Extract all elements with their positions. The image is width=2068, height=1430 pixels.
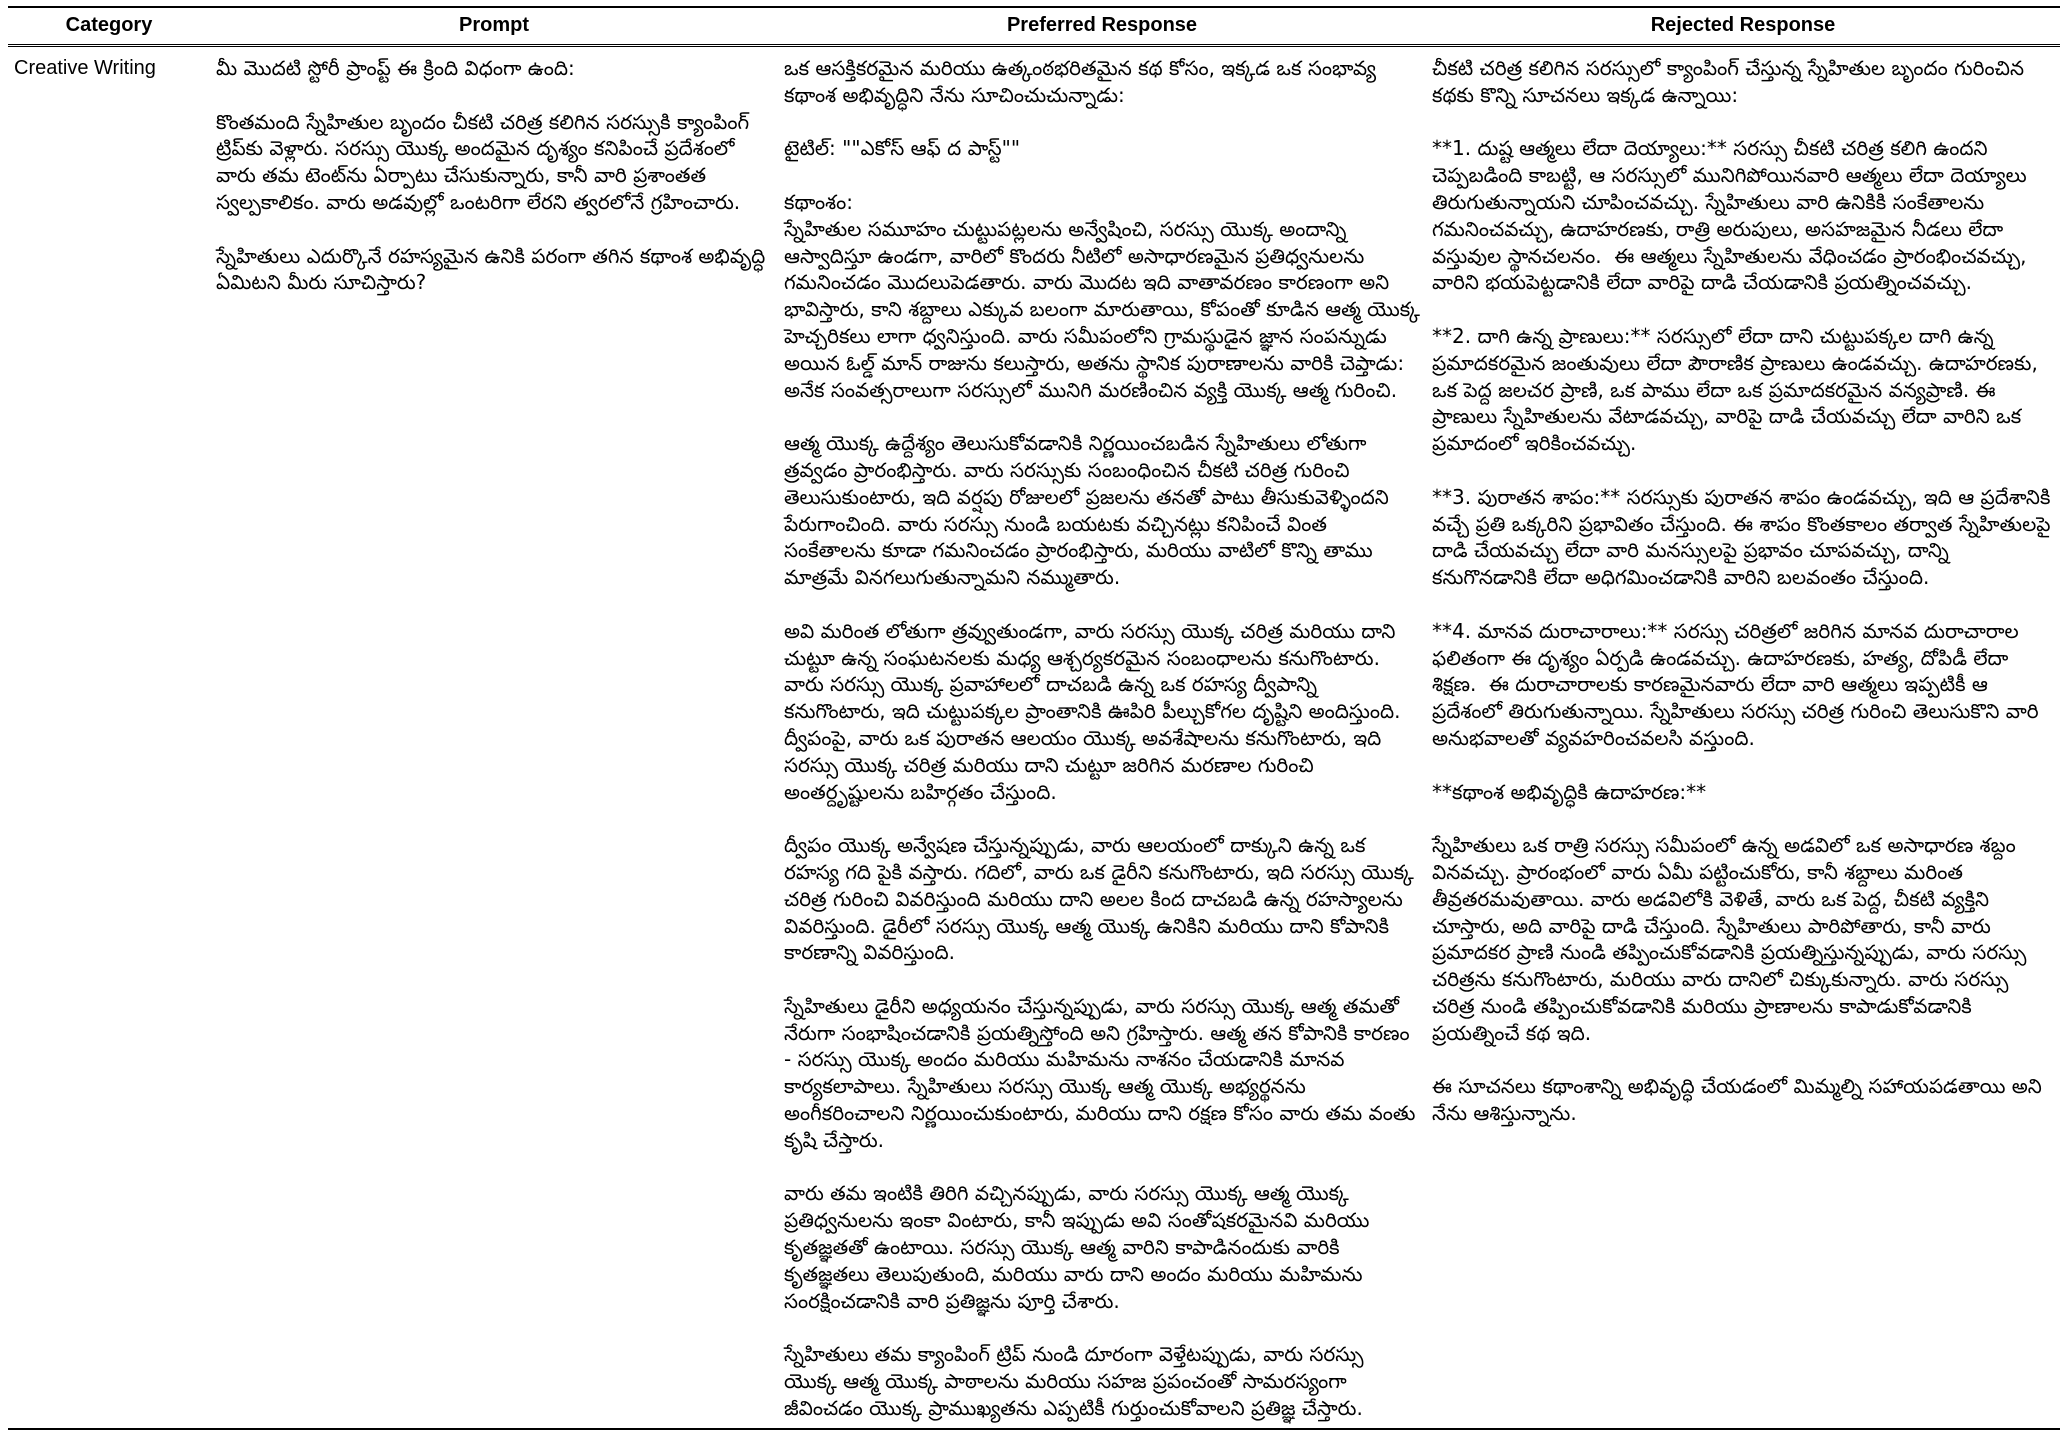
table-bottom-rule — [8, 1428, 2060, 1430]
table-row — [8, 46, 2060, 1426]
header-rejected-response: Rejected Response — [1426, 7, 2060, 46]
header-preferred-response: Preferred Response — [778, 7, 1426, 46]
cell-prompt: మీ మొదటి స్టోరీ ప్రాంప్ట్ ఈ క్రింది విధంగా ఉంది: కొంతమంది స్నేహితుల బృందం చీకటి చరిత్ర కలిగిన సరస్సుకి క్యాంపింగ్ ట్రిప్‌కు వెళ్లారు. సరస్సు యొక్క అందమైన దృశ్యం కనిపించే ప్రదేశంలో వారు తమ టెంట్‌ను ఏర్పాటు చేసుకున్నారు, కానీ వారి ప్రశాంతత స్వల్పకాలికం. వారు అడవుల్లో ఒంటరిగా లేరని త్వరలోనే గ్రహించారు. స్నేహితులు ఎదుర్కొనే రహస్యమైన ఉనికి పరంగా తగిన కథాంశ అభివృద్ధి ఏమిటని మీరు సూచిస్తారు? — [216, 56, 766, 295]
table-header — [8, 7, 2060, 46]
header-category: Category — [8, 7, 210, 46]
cell-category: Creative Writing — [14, 57, 156, 79]
comparison-table-container — [8, 6, 2060, 1430]
header-prompt: Prompt — [210, 7, 778, 46]
comparison-table — [8, 6, 2060, 1426]
cell-rejected-response: చీకటి చరిత్ర కలిగిన సరస్సులో క్యాంపింగ్ చేస్తున్న స్నేహితుల బృందం గురించిన కథకు కొన్ని సూచనలు ఇక్కడ ఉన్నాయి: **1. దుష్ట ఆత్మలు లేదా దెయ్యాలు:** సరస్సు చీకటి చరిత్ర కలిగి ఉందని చెప్పబడింది కాబట్టి, ఆ సరస్సులో మునిగిపోయినవారి ఆత్మలు లేదా దెయ్యాలు తిరుగుతున్నాయని చూపించవచ్చు. స్నేహితులు వారి ఉనికికి సంకేతాలను గమనించవచ్చు, ఉదాహరణకు, రాత్రి అరుపులు, అసహజమైన నీడలు లేదా వస్తువుల స్థానచలనం. ఈ ఆత్మలు స్నేహితులను వేధించడం ప్రారంభించవచ్చు, వారిని భయపెట్టడానికి లేదా వారిపై దాడి చేయడానికి ప్రయత్నించవచ్చు. **2. దాగి ఉన్న ప్రాణులు:** సరస్సులో లేదా దాని చుట్టుపక్కల దాగి ఉన్న ప్రమాదకరమైన జంతువులు లేదా పౌరాణిక ప్రాణులు ఉండవచ్చు. ఉదాహరణకు, ఒక పెద్ద జలచర ప్రాణి, ఒక పాము లేదా ఒక ప్రమాదకరమైన వన్యప్రాణి. ఈ ప్రాణులు స్నేహితులను వేటాడవచ్చు, వారిపై దాడి చేయవచ్చు లేదా వారిని ఒక ప్రమాదంలో ఇరికించవచ్చు. **3. పురాతన శాపం:** సరస్సుకు పురాతన శాపం ఉండవచ్చు, ఇది ఆ ప్రదేశానికి వచ్చే ప్రతి ఒక్కరిని ప్రభావితం చేస్తుంది. ఈ శాపం కొంతకాలం తర్వాత స్నేహితులపై దాడి చేయవచ్చు లేదా వారి మనస్సులపై ప్రభావం చూపవచ్చు, దాన్ని కనుగొనడానికి లేదా అధిగమించడానికి వారిని బలవంతం చేస్తుంది. **4. మానవ దురాచారాలు:** సరస్సు చరిత్రలో జరిగిన మానవ దురాచారాల ఫలితంగా ఈ దృశ్యం ఏర్పడి ఉండవచ్చు. ఉదాహరణకు, హత్య, దోపిడీ లేదా శిక్షణ. ఈ దురాచారాలకు కారణమైనవారు లేదా వారి ఆత్మలు ఇప్పటికీ ఆ ప్రదేశంలో తిరుగుతున్నాయి. స్నేహితులు సరస్సు చరిత్ర గురించి తెలుసుకొని వారి అనుభవాలతో వ్యవహరించవలసి వస్తుంది. **కథాంశ అభివృద్ధికి ఉదాహరణ:** స్నేహితులు ఒక రాత్రి సరస్సు సమీపంలో ఉన్న అడవిలో ఒక అసాధారణ శబ్దం వినవచ్చు. ప్రారంభంలో వారు ఏమీ పట్టించుకోరు, కానీ శబ్దాలు మరింత తీవ్రతరమవుతాయి. వారు అడవిలోకి వెళితే, వారు ఒక పెద్ద, చీకటి వ్యక్తిని చూస్తారు, అది వారిపై దాడి చేస్తుంది. స్నేహితులు పారిపోతారు, కానీ వారు ప్రమాదకర ప్రాణి నుండి తప్పించుకోవడానికి ప్రయత్నిస్తున్నప్పుడు, వారు సరస్సు చరిత్రను కనుగొంటారు, మరియు వారు దానిలో చిక్కుకున్నారు. వారు సరస్సు చరిత్ర నుండి తప్పించుకోవడానికి మరియు ప్రాణాలను కాపాడుకోవడానికి ప్రయత్నించే కథ ఇది. ఈ సూచనలు కథాంశాన్ని అభివృద్ధి చేయడంలో మిమ్మల్ని సహాయపడతాయి అని నేను ఆశిస్తున్నాను. — [1432, 56, 2051, 1126]
cell-preferred-response: ఒక ఆసక్తికరమైన మరియు ఉత్కంఠభరితమైన కథ కోసం, ఇక్కడ ఒక సంభావ్య కథాంశ అభివృద్ధిని నేను సూచించుచున్నాడు: టైటిల్: ""ఎకోస్ ఆఫ్ ద పాస్ట్"" కథాంశం: స్నేహితుల సమూహం చుట్టుపట్లలను అన్వేషించి, సరస్సు యొక్క అందాన్ని ఆస్వాదిస్తూ ఉండగా, వారిలో కొందరు నీటిలో అసాధారణమైన ప్రతిధ్వనులను గమనించడం మొదలుపెడతారు. వారు మొదట ఇది వాతావరణం కారణంగా అని భావిస్తారు, కాని శబ్దాలు ఎక్కువ బలంగా మారుతాయి, కోపంతో కూడిన ఆత్మ యొక్క హెచ్చరికలు లాగా ధ్వనిస్తుంది. వారు సమీపంలోని గ్రామస్థుడైన జ్ఞాన సంపన్నుడు అయిన ఓల్డ్ మాన్ రాజును కలుస్తారు, అతను స్థానిక పురాణాలను వారికి చెప్తాడు: అనేక సంవత్సరాలుగా సరస్సులో మునిగి మరణించిన వ్యక్తి యొక్క ఆత్మ గురించి. ఆత్మ యొక్క ఉద్దేశ్యం తెలుసుకోవడానికి నిర్ణయించబడిన స్నేహితులు లోతుగా త్రవ్వడం ప్రారంభిస్తారు. వారు సరస్సుకు సంబంధించిన చీకటి చరిత్ర గురించి తెలుసుకుంటారు, ఇది వర్షపు రోజులలో ప్రజలను తనతో పాటు తీసుకువెళ్ళిందని పేరుగాంచింది. వారు సరస్సు నుండి బయటకు వచ్చినట్లు కనిపించే వింత సంకేతాలను కూడా గమనించడం ప్రారంభిస్తారు, మరియు వాటిలో కొన్ని తాము మాత్రమే వినగలుగుతున్నామని నమ్ముతారు. అవి మరింత లోతుగా త్రవ్వుతుండగా, వారు సరస్సు యొక్క చరిత్ర మరియు దాని చుట్టూ ఉన్న సంఘటనలకు మధ్య ఆశ్చర్యకరమైన సంబంధాలను కనుగొంటారు. వారు సరస్సు యొక్క ప్రవాహాలలో దాచబడి ఉన్న ఒక రహస్య ద్వీపాన్ని కనుగొంటారు, ఇది చుట్టుపక్కల ప్రాంతానికి ఊపిరి పీల్చుకోగల దృష్టిని అందిస్తుంది. ద్వీపంపై, వారు ఒక పురాతన ఆలయం యొక్క అవశేషాలను కనుగొంటారు, ఇది సరస్సు యొక్క చరిత్ర మరియు దాని చుట్టూ జరిగిన మరణాల గురించి అంతర్దృష్టులను బహిర్గతం చేస్తుంది. ద్వీపం యొక్క అన్వేషణ చేస్తున్నప్పుడు, వారు ఆలయంలో దాక్కుని ఉన్న ఒక రహస్య గది పైకి వస్తారు. గదిలో, వారు ఒక డైరీని కనుగొంటారు, ఇది సరస్సు యొక్క చరిత్ర గురించి వివరిస్తుంది మరియు దాని అలల కింద దాచబడి ఉన్న రహస్యాలను వివరిస్తుంది. డైరీలో సరస్సు యొక్క ఆత్మ యొక్క ఉనికిని మరియు దాని కోపానికి కారణాన్ని వివరిస్తుంది. స్నేహితులు డైరీని అధ్యయనం చేస్తున్నప్పుడు, వారు సరస్సు యొక్క ఆత్మ తమతో నేరుగా సంభాషించడానికి ప్రయత్నిస్తోంది అని గ్రహిస్తారు. ఆత్మ తన కోపానికి కారణం - సరస్సు యొక్క అందం మరియు మహిమను నాశనం చేయడానికి మానవ కార్యకలాపాలు. స్నేహితులు సరస్సు యొక్క ఆత్మ యొక్క అభ్యర్థనను అంగీకరించాలని నిర్ణయించుకుంటారు, మరియు దాని రక్షణ కోసం వారు తమ వంతు కృషి చేస్తారు. వారు తమ ఇంటికి తిరిగి వచ్చినప్పుడు, వారు సరస్సు యొక్క ఆత్మ యొక్క ప్రతిధ్వనులను ఇంకా వింటారు, కానీ ఇప్పుడు అవి సంతోషకరమైనవి మరియు కృతజ్ఞతతో ఉంటాయి. సరస్సు యొక్క ఆత్మ వారిని కాపాడినందుకు వారికి కృతజ్ఞతలు తెలుపుతుంది, మరియు వారు దాని అందం మరియు మహిమను సంరక్షించడానికి వారి ప్రతిజ్ఞను పూర్తి చేశారు. స్నేహితులు తమ క్యాంపింగ్ ట్రిప్ నుండి దూరంగా వెళ్తేటప్పుడు, వారు సరస్సు యొక్క ఆత్మ యొక్క పాఠాలను మరియు సహజ ప్రపంచంతో సామరస్యంగా జీవించడం యొక్క ప్రాముఖ్యతను ఎప్పటికీ గుర్తుంచుకోవాలని ప్రతిజ్ఞ చేస్తారు. — [784, 56, 1420, 1420]
table-body — [8, 46, 2060, 1426]
header-row — [8, 7, 2060, 46]
